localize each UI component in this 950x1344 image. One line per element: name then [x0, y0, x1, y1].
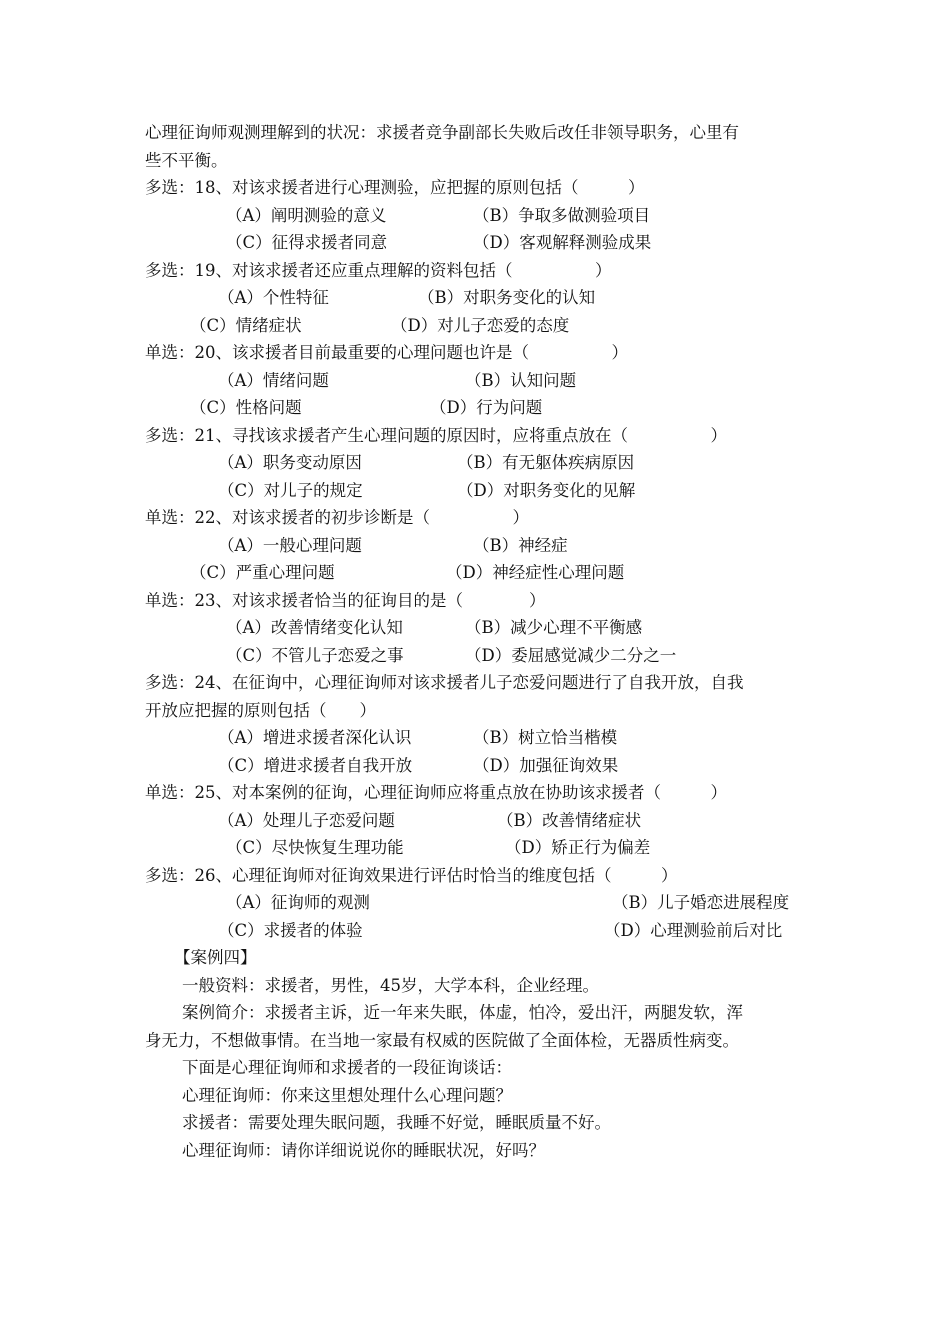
question-22-option-d: （D）神经症性心理问题 — [446, 563, 625, 582]
question-20-option-b: （B）认知问题 — [465, 371, 577, 390]
dialog-line-1: 心理征询师：你来这里想处理什么心理问题？ — [182, 1086, 512, 1105]
question-19-option-c: （C）情绪症状 — [190, 316, 302, 335]
question-25-option-d: （D）矫正行为偏差 — [505, 838, 651, 857]
question-20-option-a: （A）情绪问题 — [218, 371, 329, 390]
question-19-option-d: （D）对儿子恋爱的态度 — [391, 316, 570, 335]
question-18-option-c: （C）征得求援者同意 — [226, 233, 388, 252]
question-22-option-c: （C）严重心理问题 — [190, 563, 335, 582]
case-heading: 【案例四】 — [174, 948, 257, 967]
dialog-line-2: 求援者：需要处理失眠问题，我睡不好觉，睡眠质量不好。 — [182, 1113, 611, 1132]
question-25-option-b: （B）改善情绪症状 — [497, 811, 642, 830]
question-26-stem: 多选：26、心理征询师对征询效果进行评估时恰当的维度包括（ ） — [145, 866, 678, 885]
question-22-stem: 单选：22、对该求援者的初步诊断是（ ） — [145, 508, 529, 527]
question-18-option-a: （A）阐明测验的意义 — [226, 206, 387, 225]
case-general-info: 一般资料：求援者，男性，45岁，大学本科，企业经理。 — [182, 976, 599, 995]
question-22-option-a: （A）一般心理问题 — [218, 536, 362, 555]
question-24-option-a: （A）增进求援者深化认识 — [218, 728, 412, 747]
question-21-option-a: （A）职务变动原因 — [218, 453, 362, 472]
question-21-option-b: （B）有无躯体疾病原因 — [457, 453, 635, 472]
intro-line-1: 心理征询师观测理解到的状况：求援者竞争副部长失败后改任非领导职务，心里有 — [145, 123, 739, 142]
question-21-stem: 多选：21、寻找该求援者产生心理问题的原因时，应将重点放在（ ） — [145, 426, 727, 445]
question-19-stem: 多选：19、对该求援者还应重点理解的资料包括（ ） — [145, 261, 612, 280]
question-24-stem-cont: 开放应把握的原则包括（ ） — [145, 701, 376, 720]
question-26-option-a: （A）征询师的观测 — [226, 893, 370, 912]
question-26-option-c: （C）求援者的体验 — [218, 921, 363, 940]
question-18-stem: 多选：18、对该求援者进行心理测验，应把握的原则包括（ ） — [145, 178, 645, 197]
question-18-option-b: （B）争取多做测验项目 — [473, 206, 651, 225]
question-24-option-b: （B）树立恰当楷模 — [473, 728, 618, 747]
question-23-stem: 单选：23、对该求援者恰当的征询目的是（ ） — [145, 591, 546, 610]
intro-line-2: 些不平衡。 — [145, 151, 228, 170]
dialog-intro: 下面是心理征询师和求援者的一段征询谈话： — [182, 1058, 512, 1077]
case-summary-line-1: 案例简介：求援者主诉，近一年来失眠，体虚，怕冷，爱出汗，两腿发软，浑 — [182, 1003, 743, 1022]
question-25-stem: 单选：25、对本案例的征询，心理征询师应将重点放在协助该求援者（ ） — [145, 783, 727, 802]
question-24-option-d: （D）加强征询效果 — [473, 756, 619, 775]
question-26-option-b: （B）儿子婚恋进展程度 — [612, 893, 790, 912]
question-20-option-d: （D）行为问题 — [430, 398, 543, 417]
question-18-option-d: （D）客观解释测验成果 — [473, 233, 652, 252]
question-20-stem: 单选：20、该求援者目前最重要的心理问题也许是（ ） — [145, 343, 628, 362]
question-24-stem: 多选：24、在征询中，心理征询师对该求援者儿子恋爱问题进行了自我开放，自我 — [145, 673, 744, 692]
question-25-option-a: （A）处理儿子恋爱问题 — [218, 811, 395, 830]
question-23-option-a: （A）改善情绪变化认知 — [226, 618, 403, 637]
question-26-option-d: （D）心理测验前后对比 — [604, 921, 783, 940]
case-summary-line-2: 身无力，不想做事情。在当地一家最有权威的医院做了全面体检，无器质性病变。 — [145, 1031, 739, 1050]
dialog-line-3: 心理征询师：请你详细说说你的睡眠状况，好吗？ — [182, 1141, 545, 1160]
question-24-option-c: （C）增进求援者自我开放 — [218, 756, 413, 775]
question-22-option-b: （B）神经症 — [473, 536, 568, 555]
question-23-option-d: （D）委屈感觉减少二分之一 — [465, 646, 677, 665]
question-19-option-b: （B）对职务变化的认知 — [418, 288, 596, 307]
question-19-option-a: （A）个性特征 — [218, 288, 329, 307]
question-20-option-c: （C）性格问题 — [190, 398, 302, 417]
question-23-option-c: （C）不管儿子恋爱之事 — [226, 646, 404, 665]
question-23-option-b: （B）减少心理不平衡感 — [465, 618, 643, 637]
question-21-option-c: （C）对儿子的规定 — [218, 481, 363, 500]
question-25-option-c: （C）尽快恢复生理功能 — [226, 838, 404, 857]
question-21-option-d: （D）对职务变化的见解 — [457, 481, 636, 500]
